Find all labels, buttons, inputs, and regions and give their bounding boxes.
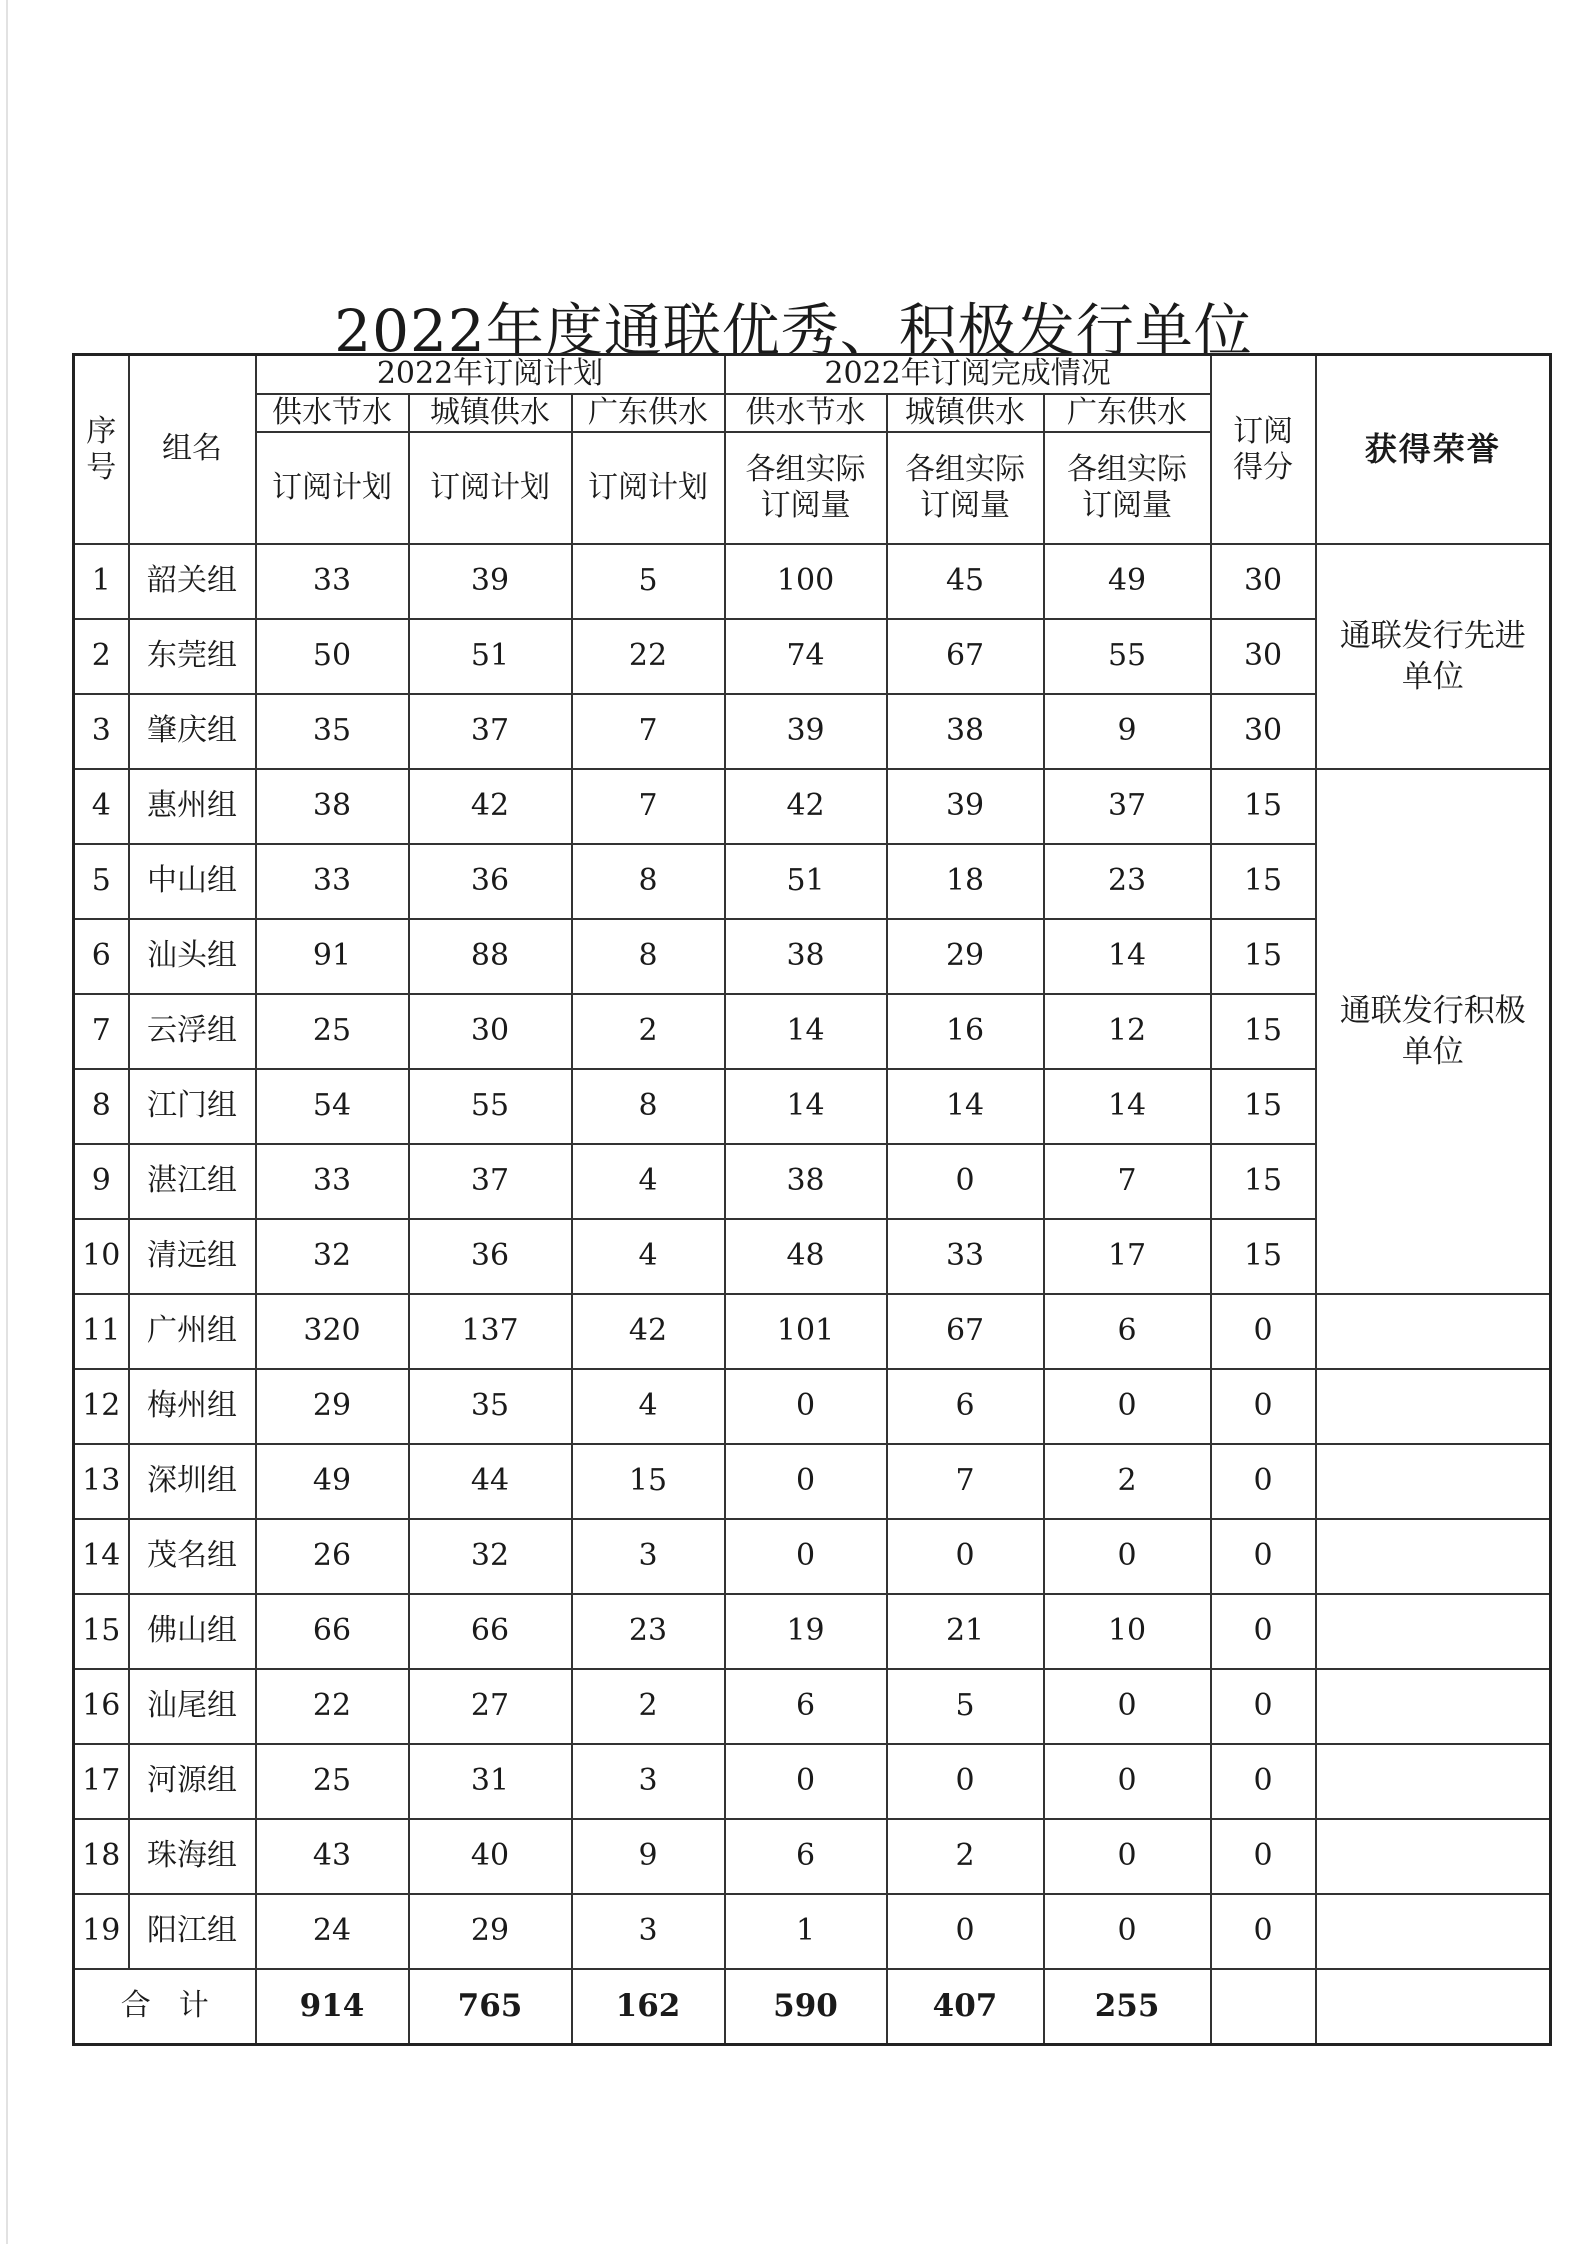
done-cell: 9 — [1044, 694, 1211, 769]
seq-cell: 10 — [74, 1219, 129, 1294]
plan-cell: 26 — [256, 1519, 409, 1594]
done-cell: 0 — [725, 1519, 887, 1594]
seq-cell: 13 — [74, 1444, 129, 1519]
group-name-cell: 汕尾组 — [129, 1669, 256, 1744]
plan-cell: 22 — [572, 619, 725, 694]
table-row — [74, 1669, 1551, 1744]
header-score: 订阅 得分 — [1211, 355, 1316, 545]
group-name-cell: 梅州组 — [129, 1369, 256, 1444]
header-done-col: 供水节水 — [725, 394, 887, 433]
done-cell: 42 — [725, 769, 887, 844]
plan-cell: 50 — [256, 619, 409, 694]
group-name-cell: 河源组 — [129, 1744, 256, 1819]
table-row — [74, 1894, 1551, 1969]
plan-cell: 29 — [256, 1369, 409, 1444]
seq-cell: 3 — [74, 694, 129, 769]
done-cell: 16 — [887, 994, 1044, 1069]
done-cell: 0 — [887, 1894, 1044, 1969]
done-cell: 74 — [725, 619, 887, 694]
total-cell: 407 — [887, 1969, 1044, 2044]
header-plan-group: 2022年订阅计划 — [256, 355, 725, 394]
table-row — [74, 1594, 1551, 1669]
group-name-cell: 韶关组 — [129, 544, 256, 619]
plan-cell: 8 — [572, 1069, 725, 1144]
done-cell: 1 — [725, 1894, 887, 1969]
done-cell: 101 — [725, 1294, 887, 1369]
score-cell: 0 — [1211, 1519, 1316, 1594]
group-name-cell: 江门组 — [129, 1069, 256, 1144]
group-name-cell: 东莞组 — [129, 619, 256, 694]
done-cell: 14 — [725, 994, 887, 1069]
seq-cell: 15 — [74, 1594, 129, 1669]
plan-cell: 66 — [409, 1594, 572, 1669]
done-cell: 6 — [725, 1819, 887, 1894]
seq-cell: 5 — [74, 844, 129, 919]
plan-cell: 33 — [256, 1144, 409, 1219]
table-row — [74, 1819, 1551, 1894]
done-cell: 2 — [1044, 1444, 1211, 1519]
done-cell: 6 — [725, 1669, 887, 1744]
header-done-col: 城镇供水 — [887, 394, 1044, 433]
group-name-cell: 湛江组 — [129, 1144, 256, 1219]
done-cell: 0 — [725, 1744, 887, 1819]
plan-cell: 7 — [572, 694, 725, 769]
total-empty-cell — [1211, 1969, 1316, 2044]
header-seq: 序 号 — [74, 355, 129, 545]
plan-cell: 49 — [256, 1444, 409, 1519]
done-cell: 14 — [1044, 919, 1211, 994]
seq-cell: 12 — [74, 1369, 129, 1444]
seq-cell: 11 — [74, 1294, 129, 1369]
score-cell: 30 — [1211, 619, 1316, 694]
header-done-label: 各组实际 订阅量 — [1044, 432, 1211, 544]
subscription-table — [72, 353, 1552, 2046]
plan-cell: 8 — [572, 919, 725, 994]
honor-empty-cell — [1316, 1369, 1551, 1444]
seq-cell: 18 — [74, 1819, 129, 1894]
score-cell: 0 — [1211, 1669, 1316, 1744]
done-cell: 39 — [887, 769, 1044, 844]
score-cell: 0 — [1211, 1444, 1316, 1519]
plan-cell: 35 — [409, 1369, 572, 1444]
table-row — [74, 1369, 1551, 1444]
plan-cell: 2 — [572, 994, 725, 1069]
seq-cell: 7 — [74, 994, 129, 1069]
table-row — [74, 1444, 1551, 1519]
header-honor: 获得荣誉 — [1316, 355, 1551, 545]
plan-cell: 37 — [409, 1144, 572, 1219]
done-cell: 49 — [1044, 544, 1211, 619]
seq-cell: 9 — [74, 1144, 129, 1219]
table-body — [74, 544, 1551, 1969]
done-cell: 0 — [1044, 1369, 1211, 1444]
done-cell: 67 — [887, 1294, 1044, 1369]
plan-cell: 36 — [409, 1219, 572, 1294]
header-plan-col: 供水节水 — [256, 394, 409, 433]
group-name-cell: 珠海组 — [129, 1819, 256, 1894]
total-cell: 765 — [409, 1969, 572, 2044]
score-cell: 15 — [1211, 1144, 1316, 1219]
done-cell: 0 — [1044, 1519, 1211, 1594]
plan-cell: 31 — [409, 1744, 572, 1819]
plan-cell: 51 — [409, 619, 572, 694]
done-cell: 0 — [887, 1519, 1044, 1594]
total-cell: 255 — [1044, 1969, 1211, 2044]
plan-cell: 40 — [409, 1819, 572, 1894]
plan-cell: 36 — [409, 844, 572, 919]
seq-cell: 4 — [74, 769, 129, 844]
plan-cell: 27 — [409, 1669, 572, 1744]
plan-cell: 38 — [256, 769, 409, 844]
group-name-cell: 阳江组 — [129, 1894, 256, 1969]
seq-cell: 17 — [74, 1744, 129, 1819]
done-cell: 100 — [725, 544, 887, 619]
header-plan-label: 订阅计划 — [256, 432, 409, 544]
header-plan-label: 订阅计划 — [572, 432, 725, 544]
header-plan-col: 城镇供水 — [409, 394, 572, 433]
plan-cell: 3 — [572, 1894, 725, 1969]
honor-cell: 通联发行先进 单位 — [1316, 544, 1551, 769]
page-title: 2022年度通联优秀、积极发行单位 — [334, 296, 1253, 365]
plan-cell: 7 — [572, 769, 725, 844]
seq-cell: 2 — [74, 619, 129, 694]
plan-cell: 33 — [256, 544, 409, 619]
plan-cell: 54 — [256, 1069, 409, 1144]
header-group-name: 组名 — [129, 355, 256, 545]
done-cell: 33 — [887, 1219, 1044, 1294]
plan-cell: 42 — [409, 769, 572, 844]
plan-cell: 137 — [409, 1294, 572, 1369]
score-cell: 15 — [1211, 1219, 1316, 1294]
seq-cell: 14 — [74, 1519, 129, 1594]
score-cell: 0 — [1211, 1819, 1316, 1894]
plan-cell: 32 — [256, 1219, 409, 1294]
plan-cell: 39 — [409, 544, 572, 619]
plan-cell: 320 — [256, 1294, 409, 1369]
done-cell: 7 — [1044, 1144, 1211, 1219]
score-cell: 15 — [1211, 844, 1316, 919]
done-cell: 14 — [1044, 1069, 1211, 1144]
plan-cell: 42 — [572, 1294, 725, 1369]
plan-cell: 88 — [409, 919, 572, 994]
table-row — [74, 1294, 1551, 1369]
done-cell: 39 — [725, 694, 887, 769]
honor-empty-cell — [1316, 1819, 1551, 1894]
score-cell: 0 — [1211, 1294, 1316, 1369]
total-cell: 162 — [572, 1969, 725, 2044]
done-cell: 48 — [725, 1219, 887, 1294]
done-cell: 45 — [887, 544, 1044, 619]
honor-empty-cell — [1316, 1744, 1551, 1819]
honor-empty-cell — [1316, 1294, 1551, 1369]
done-cell: 7 — [887, 1444, 1044, 1519]
done-cell: 18 — [887, 844, 1044, 919]
done-cell: 0 — [725, 1369, 887, 1444]
done-cell: 29 — [887, 919, 1044, 994]
header-done-label: 各组实际 订阅量 — [725, 432, 887, 544]
group-name-cell: 广州组 — [129, 1294, 256, 1369]
total-empty-cell — [1316, 1969, 1551, 2044]
plan-cell: 4 — [572, 1369, 725, 1444]
score-cell: 0 — [1211, 1894, 1316, 1969]
table-row — [74, 1519, 1551, 1594]
total-cell: 914 — [256, 1969, 409, 2044]
plan-cell: 29 — [409, 1894, 572, 1969]
plan-cell: 30 — [409, 994, 572, 1069]
seq-cell: 6 — [74, 919, 129, 994]
done-cell: 55 — [1044, 619, 1211, 694]
plan-cell: 32 — [409, 1519, 572, 1594]
score-cell: 30 — [1211, 694, 1316, 769]
group-name-cell: 肇庆组 — [129, 694, 256, 769]
header-done-col: 广东供水 — [1044, 394, 1211, 433]
seq-cell: 16 — [74, 1669, 129, 1744]
total-label: 合计 — [74, 1969, 256, 2044]
honor-cell: 通联发行积极 单位 — [1316, 769, 1551, 1294]
done-cell: 6 — [887, 1369, 1044, 1444]
score-cell: 0 — [1211, 1744, 1316, 1819]
done-cell: 23 — [1044, 844, 1211, 919]
header-done-group: 2022年订阅完成情况 — [725, 355, 1211, 394]
honor-empty-cell — [1316, 1669, 1551, 1744]
plan-cell: 35 — [256, 694, 409, 769]
plan-cell: 4 — [572, 1144, 725, 1219]
score-cell: 30 — [1211, 544, 1316, 619]
done-cell: 38 — [887, 694, 1044, 769]
table-row — [74, 544, 1551, 619]
table-row — [74, 1744, 1551, 1819]
done-cell: 51 — [725, 844, 887, 919]
score-cell: 15 — [1211, 994, 1316, 1069]
group-name-cell: 茂名组 — [129, 1519, 256, 1594]
plan-cell: 9 — [572, 1819, 725, 1894]
done-cell: 6 — [1044, 1294, 1211, 1369]
header-plan-col: 广东供水 — [572, 394, 725, 433]
plan-cell: 3 — [572, 1744, 725, 1819]
plan-cell: 25 — [256, 1744, 409, 1819]
done-cell: 0 — [1044, 1819, 1211, 1894]
group-name-cell: 汕头组 — [129, 919, 256, 994]
group-name-cell: 中山组 — [129, 844, 256, 919]
done-cell: 0 — [887, 1144, 1044, 1219]
done-cell: 5 — [887, 1669, 1044, 1744]
honor-empty-cell — [1316, 1519, 1551, 1594]
plan-cell: 43 — [256, 1819, 409, 1894]
done-cell: 38 — [725, 919, 887, 994]
score-cell: 15 — [1211, 1069, 1316, 1144]
score-cell: 0 — [1211, 1369, 1316, 1444]
plan-cell: 15 — [572, 1444, 725, 1519]
done-cell: 37 — [1044, 769, 1211, 844]
score-cell: 15 — [1211, 919, 1316, 994]
plan-cell: 4 — [572, 1219, 725, 1294]
done-cell: 2 — [887, 1819, 1044, 1894]
seq-cell: 8 — [74, 1069, 129, 1144]
done-cell: 10 — [1044, 1594, 1211, 1669]
done-cell: 0 — [1044, 1669, 1211, 1744]
done-cell: 67 — [887, 619, 1044, 694]
plan-cell: 3 — [572, 1519, 725, 1594]
plan-cell: 33 — [256, 844, 409, 919]
group-name-cell: 深圳组 — [129, 1444, 256, 1519]
plan-cell: 23 — [572, 1594, 725, 1669]
done-cell: 14 — [725, 1069, 887, 1144]
group-name-cell: 云浮组 — [129, 994, 256, 1069]
plan-cell: 66 — [256, 1594, 409, 1669]
header-plan-label: 订阅计划 — [409, 432, 572, 544]
table-row — [74, 769, 1551, 844]
plan-cell: 25 — [256, 994, 409, 1069]
group-name-cell: 佛山组 — [129, 1594, 256, 1669]
plan-cell: 2 — [572, 1669, 725, 1744]
done-cell: 38 — [725, 1144, 887, 1219]
honor-empty-cell — [1316, 1894, 1551, 1969]
total-cell: 590 — [725, 1969, 887, 2044]
plan-cell: 55 — [409, 1069, 572, 1144]
score-cell: 15 — [1211, 769, 1316, 844]
total-row — [74, 1969, 1551, 2044]
done-cell: 0 — [887, 1744, 1044, 1819]
done-cell: 12 — [1044, 994, 1211, 1069]
done-cell: 21 — [887, 1594, 1044, 1669]
done-cell: 0 — [1044, 1744, 1211, 1819]
honor-empty-cell — [1316, 1444, 1551, 1519]
done-cell: 0 — [725, 1444, 887, 1519]
plan-cell: 91 — [256, 919, 409, 994]
group-name-cell: 惠州组 — [129, 769, 256, 844]
plan-cell: 24 — [256, 1894, 409, 1969]
done-cell: 17 — [1044, 1219, 1211, 1294]
seq-cell: 19 — [74, 1894, 129, 1969]
group-name-cell: 清远组 — [129, 1219, 256, 1294]
header-done-label: 各组实际 订阅量 — [887, 432, 1044, 544]
plan-cell: 5 — [572, 544, 725, 619]
done-cell: 19 — [725, 1594, 887, 1669]
done-cell: 14 — [887, 1069, 1044, 1144]
seq-cell: 1 — [74, 544, 129, 619]
plan-cell: 22 — [256, 1669, 409, 1744]
plan-cell: 37 — [409, 694, 572, 769]
plan-cell: 8 — [572, 844, 725, 919]
done-cell: 0 — [1044, 1894, 1211, 1969]
score-cell: 0 — [1211, 1594, 1316, 1669]
honor-empty-cell — [1316, 1594, 1551, 1669]
plan-cell: 44 — [409, 1444, 572, 1519]
